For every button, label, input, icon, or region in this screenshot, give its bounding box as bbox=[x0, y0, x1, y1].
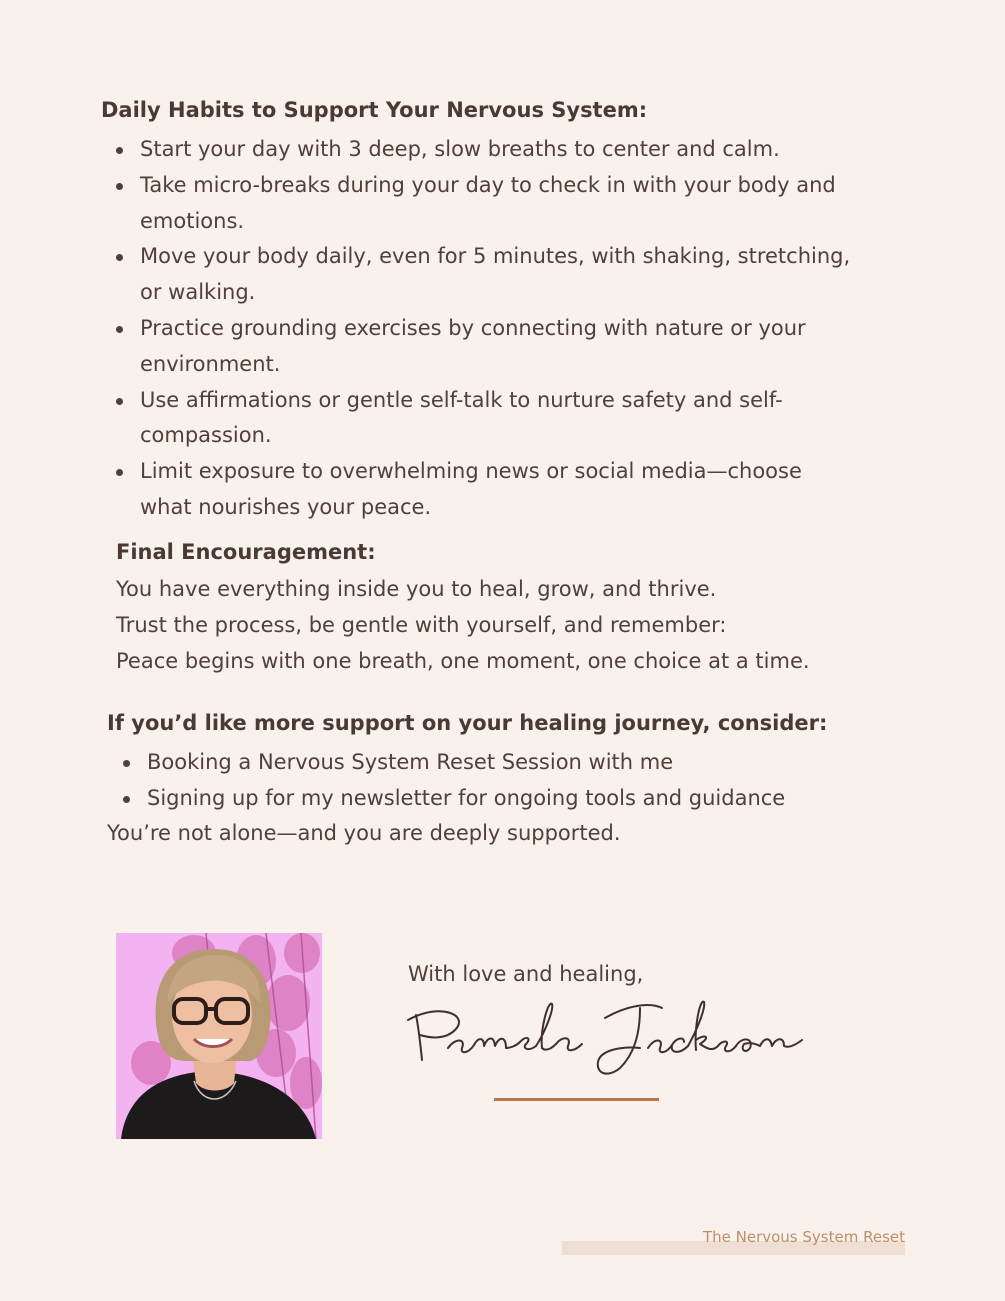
habit-line: Take micro-breaks during your day to check in with your body and bbox=[140, 172, 836, 197]
support-item-text: Booking a Nervous System Reset Session with me bbox=[147, 750, 674, 774]
habit-item bbox=[116, 311, 896, 383]
encouragement-line: Trust the process, be gentle with yourself, and remember: bbox=[116, 612, 727, 637]
habit-line-continued: or walking. bbox=[140, 280, 256, 305]
support-item bbox=[123, 745, 785, 781]
support-item-text: Signing up for my newsletter for ongoing tools and guidance bbox=[147, 785, 786, 810]
habit-item bbox=[116, 168, 896, 240]
habit-line: Use affirmations or gentle self-talk to nurture safety and self- bbox=[140, 387, 783, 412]
encouragement-heading: Final Encouragement: bbox=[116, 540, 376, 564]
signature bbox=[400, 990, 810, 1085]
habit-line: Start your day with 3 deep, slow breaths to center and calm. bbox=[140, 137, 780, 161]
habit-line-continued: environment. bbox=[140, 351, 281, 376]
encouragement-line: You have everything inside you to heal, grow, and thrive. bbox=[116, 577, 717, 601]
sign-off: With love and healing, bbox=[408, 962, 644, 986]
habits-list bbox=[116, 132, 896, 526]
support-heading: If you’d like more support on your healing journey, consider: bbox=[107, 711, 828, 735]
closing-line: You’re not alone—and you are deeply supported. bbox=[107, 821, 621, 845]
support-item bbox=[123, 781, 785, 817]
habit-line-continued: what nourishes your peace. bbox=[140, 494, 432, 519]
habit-item bbox=[116, 383, 896, 455]
support-list bbox=[123, 745, 785, 817]
habits-heading: Daily Habits to Support Your Nervous System: bbox=[101, 98, 648, 122]
author-photo bbox=[116, 933, 322, 1139]
bullet-icon bbox=[123, 760, 130, 767]
bullet-icon bbox=[116, 147, 123, 154]
bullet-icon bbox=[116, 398, 123, 405]
bullet-icon bbox=[116, 469, 123, 476]
footer-title: The Nervous System Reset bbox=[702, 1228, 905, 1246]
bullet-icon bbox=[123, 796, 130, 803]
habit-item bbox=[116, 239, 896, 311]
encouragement-text bbox=[116, 572, 916, 679]
habit-line: Move your body daily, even for 5 minutes, with shaking, stretching, bbox=[140, 244, 851, 269]
habit-line: Practice grounding exercises by connecting with nature or your bbox=[140, 315, 806, 340]
encouragement-line: Peace begins with one breath, one moment, one choice at a time. bbox=[116, 648, 810, 673]
habit-item bbox=[116, 132, 896, 168]
habit-line-continued: emotions. bbox=[140, 208, 245, 233]
bullet-icon bbox=[116, 254, 123, 261]
bullet-icon bbox=[116, 326, 123, 333]
habit-line-continued: compassion. bbox=[140, 423, 272, 448]
bullet-icon bbox=[116, 183, 123, 190]
habit-item bbox=[116, 454, 896, 526]
signature-underline bbox=[494, 1098, 659, 1101]
habit-line: Limit exposure to overwhelming news or social media—choose bbox=[140, 459, 802, 484]
